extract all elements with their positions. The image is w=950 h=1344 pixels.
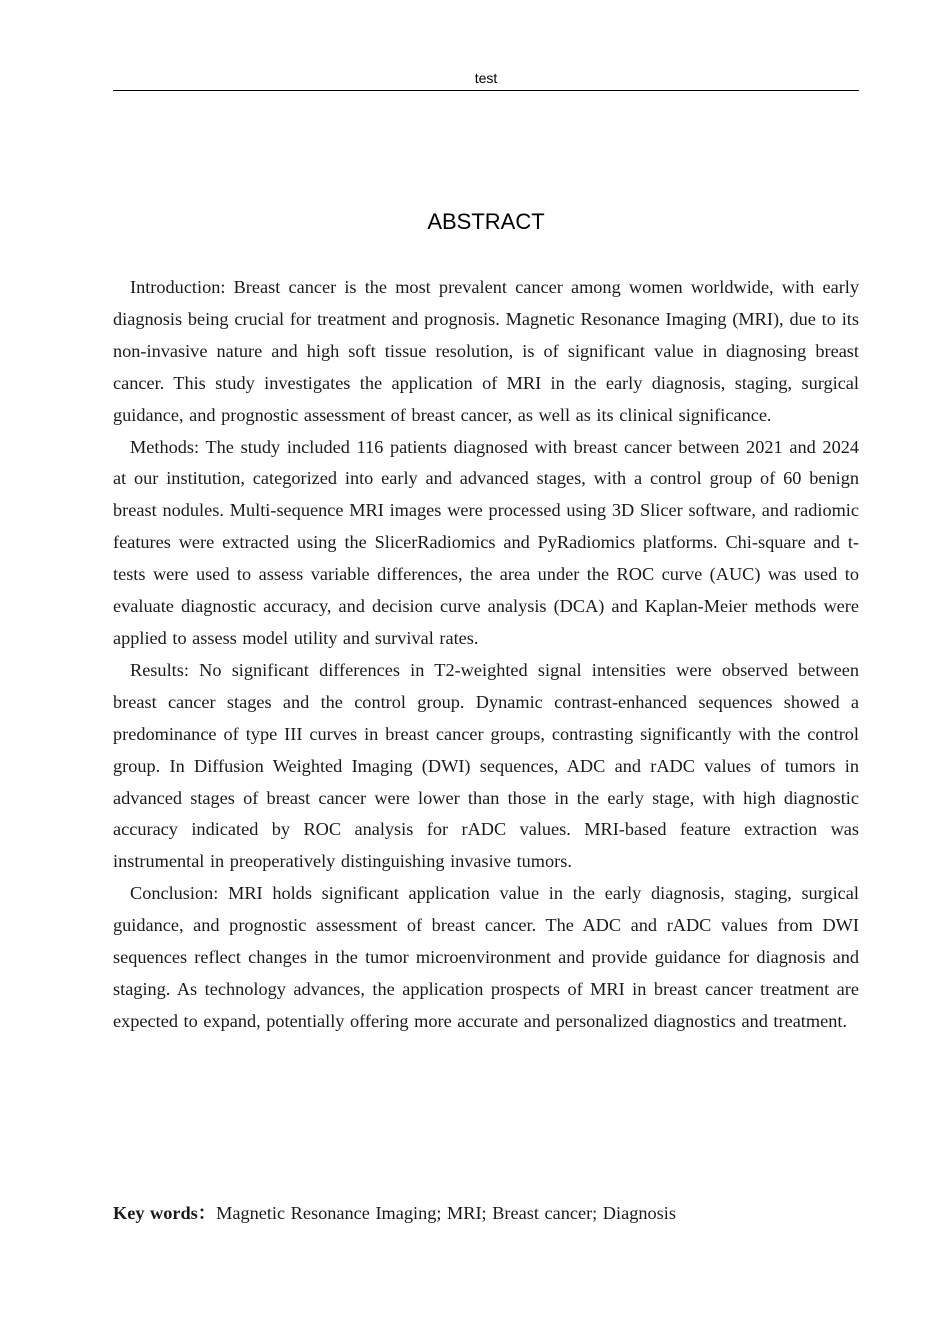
abstract-title: ABSTRACT — [427, 209, 545, 234]
keywords-text: Magnetic Resonance Imaging; MRI; Breast cancer; Diagnosis — [216, 1203, 676, 1223]
keywords-line — [113, 1198, 859, 1228]
running-title: test — [474, 70, 498, 86]
page-header — [113, 68, 859, 91]
abstract-methods-paragraph: Methods: The study included 116 patients diagnosed with breast cancer between 2021 and 2024 at our institution, categorized into early and advanced stages, with a control group of 60 benign breast nodules. Multi-sequence MRI images were processed using 3D Slicer software, and radiomic features were extracted using the SlicerRadiomics and PyRadiomics platforms. Chi-square and t-tests were used to assess variable differences, the area under the ROC curve (AUC) was used to evaluate diagnostic accuracy, and decision curve analysis (DCA) and Kaplan-Meier methods were applied to assess model utility and survival rates. — [113, 436, 859, 648]
abstract-introduction-paragraph: Introduction: Breast cancer is the most prevalent cancer among women worldwide, with early diagnosis being crucial for treatment and prognosis. Magnetic Resonance Imaging (MRI), due to its non-invasive nature and high soft tissue resolution, is of significant value in diagnosing breast cancer. This study investigates the application of MRI in the early diagnosis, staging, surgical guidance, and prognostic assessment of breast cancer, as well as its clinical significance. — [113, 277, 859, 425]
abstract-conclusion-paragraph: Conclusion: MRI holds significant application value in the early diagnosis, staging, surgical guidance, and prognostic assessment of breast cancer. The ADC and rADC values from DWI sequences reflect changes in the tumor microenvironment and provide guidance for diagnosis and staging. As technology advances, the application prospects of MRI in breast cancer treatment are expected to expand, potentially offering more accurate and personalized diagnostics and treatment. — [113, 883, 859, 1031]
abstract-results-paragraph: Results: No significant differences in T2-weighted signal intensities were observed between breast cancer stages and the control group. Dynamic contrast-enhanced sequences showed a predominance of type III curves in breast cancer groups, contrasting significantly with the control group. In Diffusion Weighted Imaging (DWI) sequences, ADC and rADC values of tumors in advanced stages of breast cancer were lower than those in the early stage, with high diagnostic accuracy indicated by ROC analysis for rADC values. MRI-based feature extraction was instrumental in preoperatively distinguishing invasive tumors. — [113, 659, 859, 872]
abstract-body — [113, 272, 859, 1038]
keywords-label: Key words： — [113, 1203, 217, 1223]
